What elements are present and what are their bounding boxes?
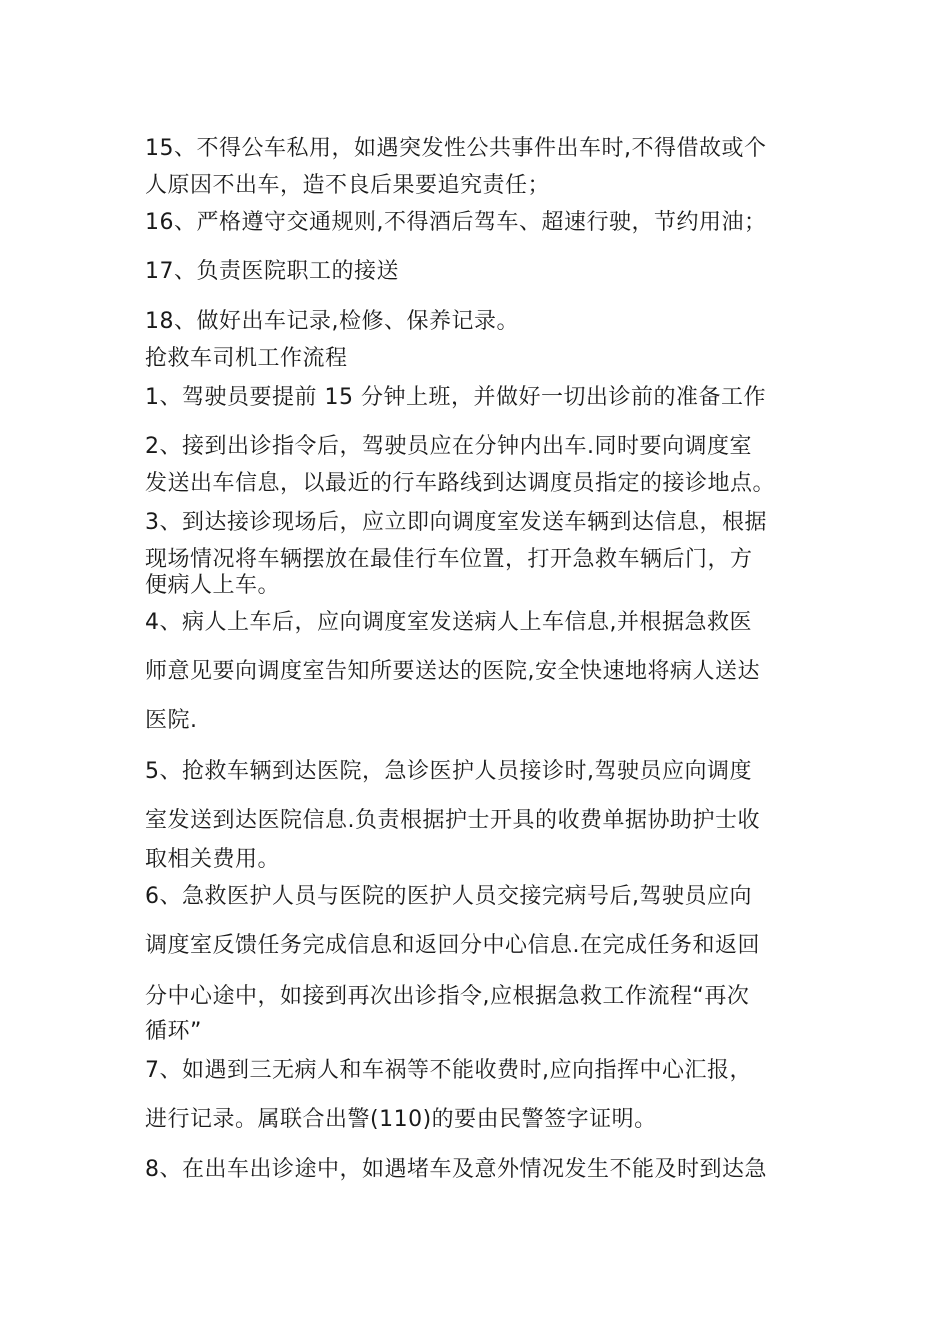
text-line: 18、做好出车记录,检修、保养记录。	[145, 309, 519, 334]
text-line: 现场情况将车辆摆放在最佳行车位置，打开急救车辆后门，方	[145, 547, 753, 572]
text-line: 8、在出车出诊途中，如遇堵车及意外情况发生不能及时到达急	[145, 1157, 767, 1182]
text-line: 进行记录。属联合出警(110)的要由民警签字证明。	[145, 1107, 657, 1132]
text-line: 室发送到达医院信息.负责根据护士开具的收费单据协助护士收	[145, 808, 760, 833]
text-line: 15、不得公车私用，如遇突发性公共事件出车时,不得借故或个	[145, 136, 767, 161]
text-line: 循环”	[145, 1019, 202, 1044]
text-line: 便病人上车。	[145, 573, 281, 598]
text-line: 4、病人上车后，应向调度室发送病人上车信息,并根据急救医	[145, 610, 752, 635]
text-line: 1、驾驶员要提前 15 分钟上班，并做好一切出诊前的准备工作	[145, 385, 766, 410]
text-line: 师意见要向调度室告知所要送达的医院,安全快速地将病人送达	[145, 659, 760, 684]
section-heading: 抢救车司机工作流程	[145, 346, 348, 371]
text-line: 发送出车信息，以最近的行车路线到达调度员指定的接诊地点。	[145, 471, 776, 496]
text-line: 7、如遇到三无病人和车祸等不能收费时,应向指挥中心汇报，	[145, 1058, 752, 1083]
text-line: 16、严格遵守交通规则,不得酒后驾车、超速行驶，节约用油；	[145, 210, 767, 235]
text-line: 人原因不出车，造不良后果要追究责任；	[145, 173, 551, 198]
text-line: 调度室反馈任务完成信息和返回分中心信息.在完成任务和返回	[145, 933, 760, 958]
text-line: 医院.	[145, 708, 198, 733]
text-line: 17、负责医院职工的接送	[145, 259, 399, 284]
text-line: 3、到达接诊现场后，应立即向调度室发送车辆到达信息，根据	[145, 510, 767, 535]
text-line: 分中心途中，如接到再次出诊指令,应根据急救工作流程“再次	[145, 984, 750, 1009]
text-line: 6、急救医护人员与医院的医护人员交接完病号后,驾驶员应向	[145, 884, 752, 909]
text-line: 5、抢救车辆到达医院，急诊医护人员接诊时,驾驶员应向调度	[145, 759, 752, 784]
text-line: 2、接到出诊指令后，驾驶员应在分钟内出车.同时要向调度室	[145, 434, 752, 459]
text-line: 取相关费用。	[145, 847, 281, 872]
